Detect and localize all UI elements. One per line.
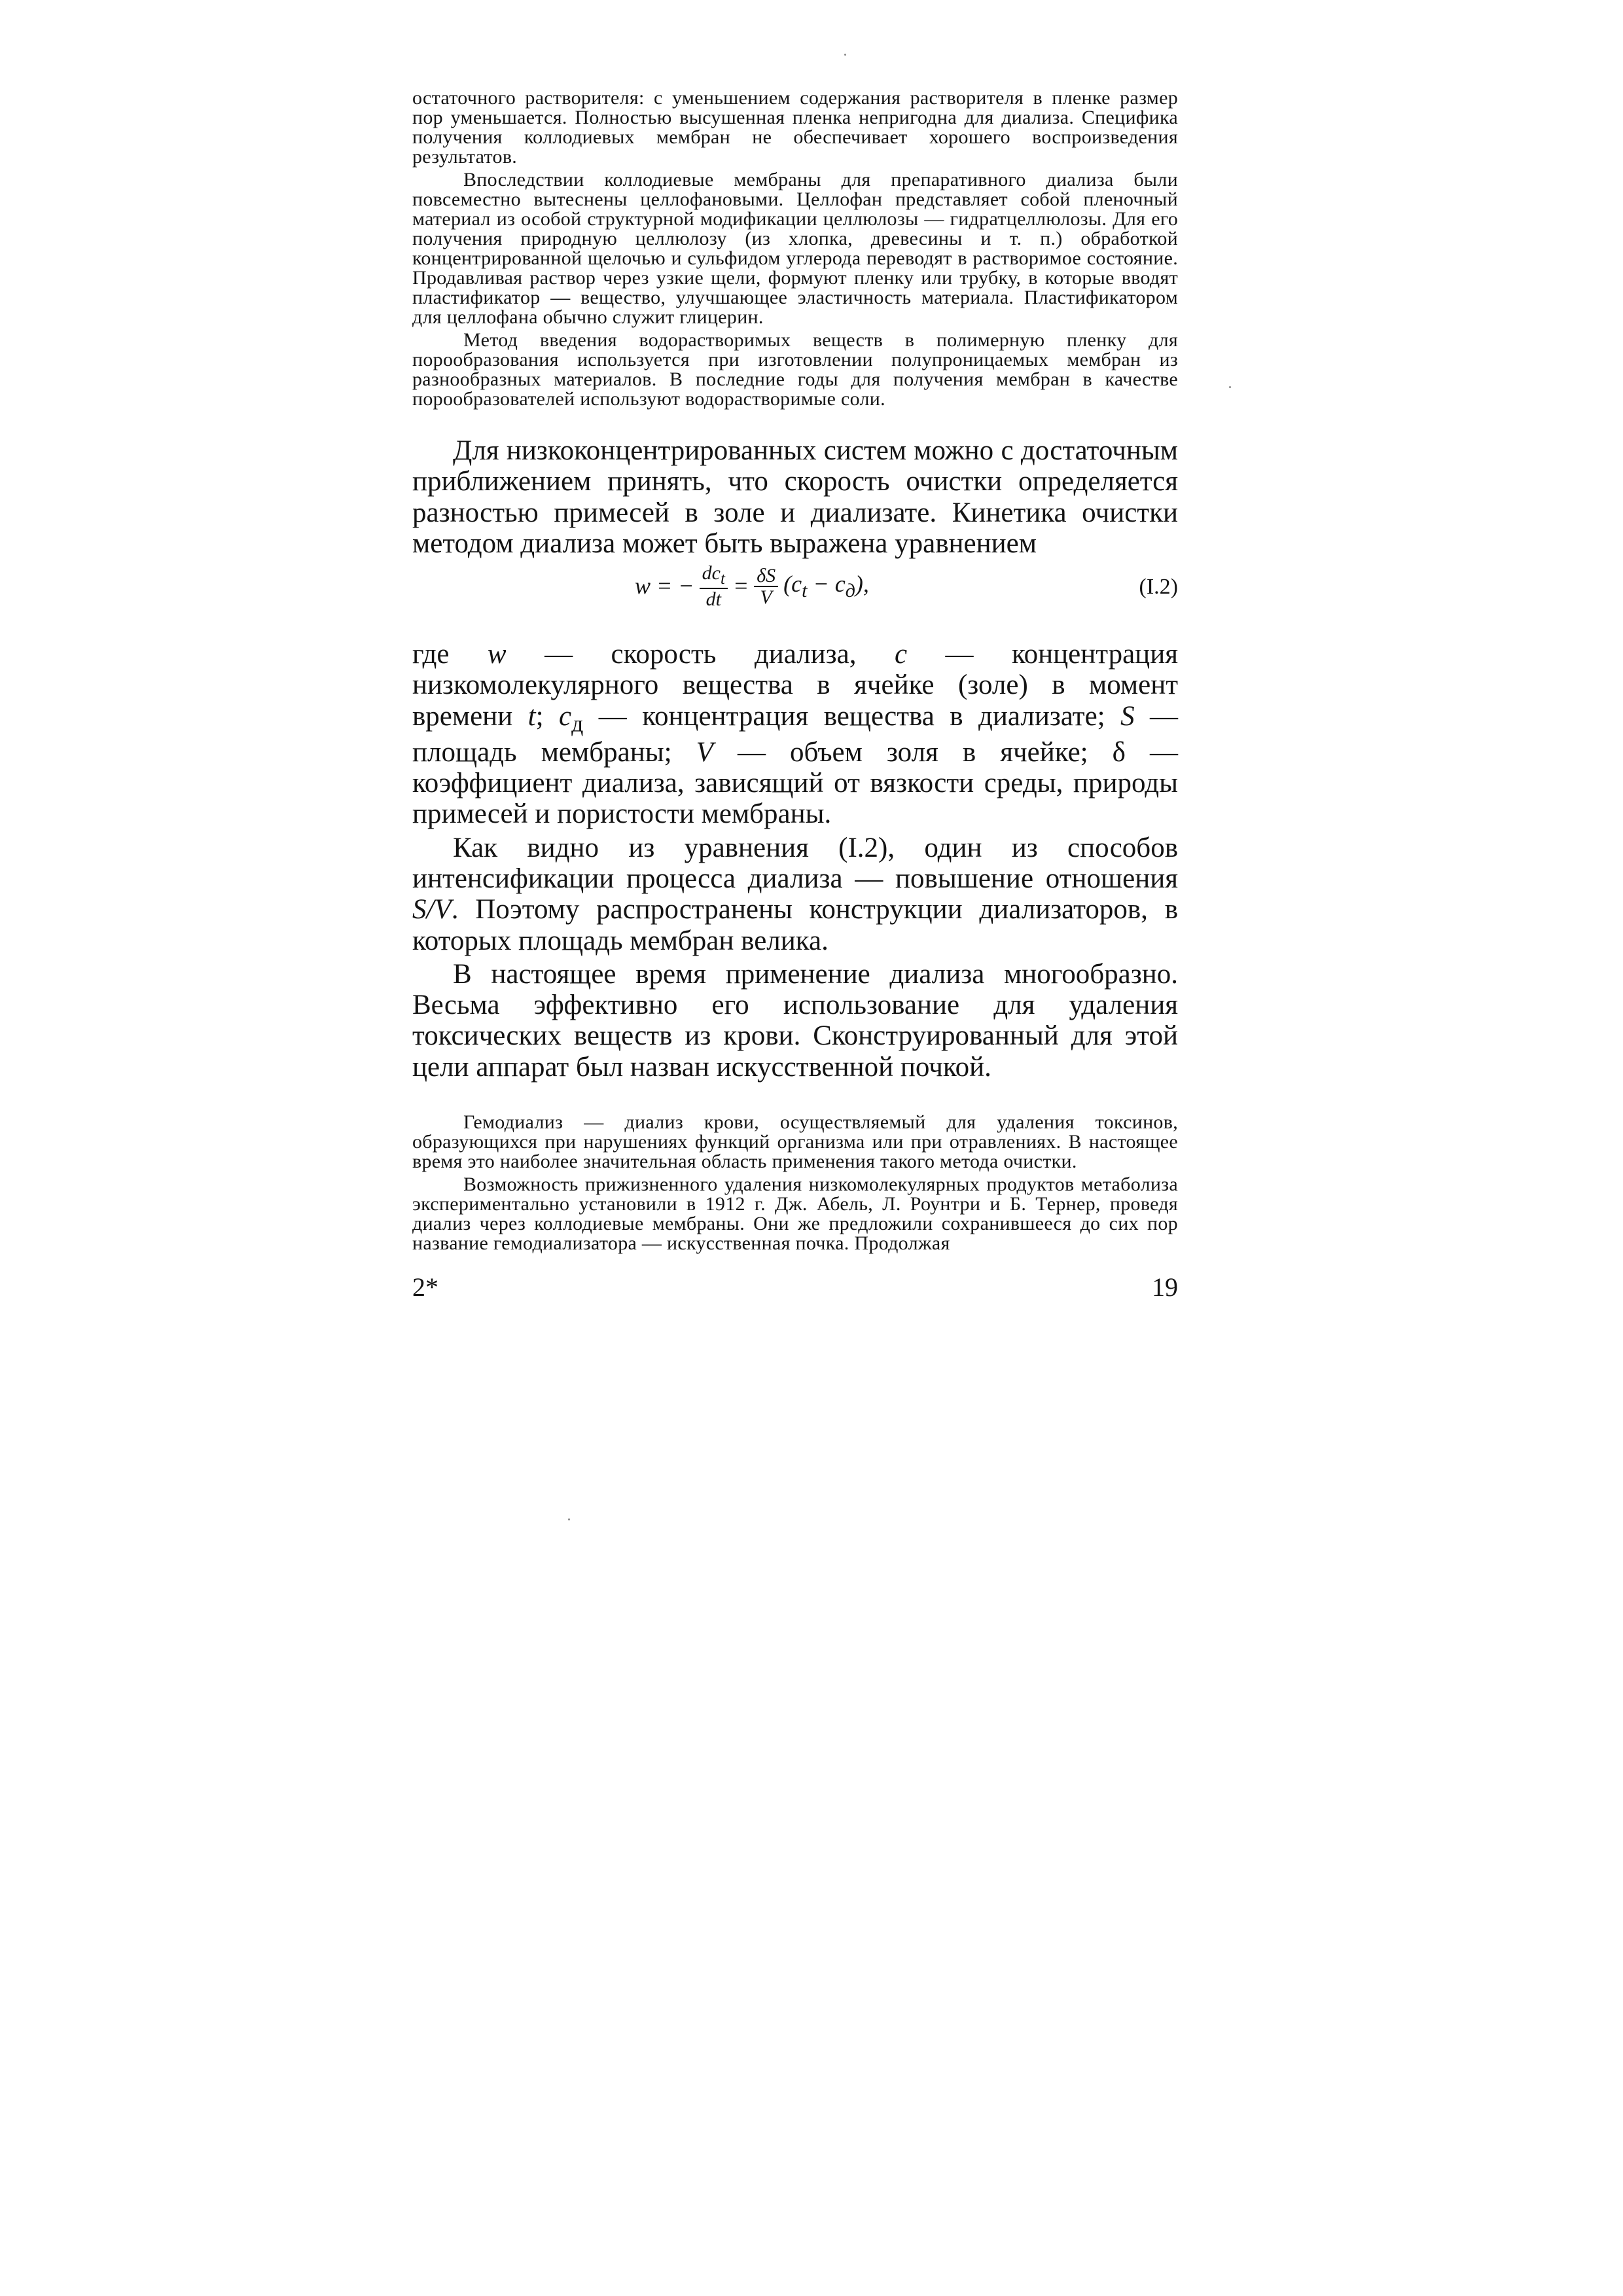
fraction-numerator	[700, 563, 728, 589]
equation-number: (I.2)	[1139, 575, 1178, 600]
equation-i2	[412, 562, 1178, 615]
rhs-close: ),	[855, 570, 869, 597]
var-s: S	[1120, 700, 1135, 732]
fraction-denominator: V	[760, 586, 772, 609]
book-page	[412, 88, 1178, 1311]
paragraph: Для низкоконцентрированных систем можно с достаточным приближением принять, что скорость очистки определяется разностью примесей в золе и диализате. Кинетика очистки методом диализа может быть выражена уравнением	[412, 435, 1178, 559]
fraction-denominator: dt	[705, 588, 721, 611]
equation-formula	[635, 563, 869, 610]
top-small-text-block	[412, 88, 1178, 409]
paragraph	[412, 639, 1178, 829]
var-subscript: д	[571, 710, 584, 737]
text-run: — скорость диализа,	[506, 639, 895, 670]
numerator-text: dc	[702, 562, 721, 584]
paragraph: Впоследствии коллодиевые мембраны для препаративного диализа были повсеместно вытеснены целлофановыми. Целлофан представляет собой пленочный материал из особой структурной модификации целлюлозы — гидратцеллюлозы. Для его получения природную целлюлозу (из хлопка, древесины и т. п.) обработкой концентрированной щелочью и сульфидом углерода переводят в растворимое состояние. Продавливая раствор через узкие щели, формуют пленку или трубку, в которые вводят пластификатор — вещество, улучшающее эластичность материала. Пластификатором для целлофана обычно служит глицерин.	[412, 169, 1178, 328]
paragraph: Возможность прижизненного удаления низкомолекулярных продуктов метаболиза экспериментально установили в 1912 г. Дж. Абель, Л. Роунтри и Б. Тернер, проведя диализ через коллодиевые мембраны. Они же предложили сохранившееся до сих пор название гемодиализатора — искусственная почка. Продолжая	[412, 1174, 1178, 1255]
text-run: — концентрация вещества в диализате;	[583, 700, 1121, 732]
rhs-subscript-d: д	[845, 580, 855, 602]
main-text-block	[412, 435, 1178, 1083]
rhs-minus: − c	[807, 570, 846, 597]
paragraph: остаточного растворителя: с уменьшением содержания растворителя в пленке размер пор уменьшается. Полностью высушенная пленка непригодна для диализа. Специфика получения коллодиевых мембран не обеспечивает хорошего воспроизведения результатов.	[412, 87, 1178, 168]
rhs-subscript-t: t	[802, 580, 808, 602]
fraction-dc-dt	[700, 563, 728, 610]
var-v: V	[696, 736, 713, 768]
text-run: — объем золя в ячейке; δ — коэффициент диализа, зависящий от вязкости среды, природы примесей и пористости мембраны.	[412, 736, 1178, 830]
scan-speck	[568, 1518, 570, 1520]
paragraph: Гемодиализ — диализ крови, осуществляемый для удаления токсинов, образующихся при нарушениях функций организма или при отравлениях. В настоящее время это наиболее значительная область применения такого метода очистки.	[412, 1111, 1178, 1173]
var-t: t	[527, 700, 536, 732]
text-run: — концентрация низкомолекулярного вещества в ячейке (золе) в момент времени	[412, 639, 1178, 732]
scan-speck	[844, 54, 846, 56]
fraction-numerator: δS	[754, 565, 778, 588]
var-c: c	[894, 639, 908, 670]
text-run: . Поэтому распространены конструкции диализаторов, в которых площадь мембран велика.	[412, 894, 1178, 956]
page-number: 19	[1152, 1272, 1178, 1302]
numerator-subscript: t	[720, 570, 725, 588]
bottom-small-text-block	[412, 1113, 1178, 1253]
var-w: w	[487, 639, 507, 670]
scan-speck	[1229, 386, 1231, 388]
text-run: — площадь мембраны;	[412, 700, 1179, 768]
text-run: ;	[535, 700, 560, 732]
var-c: c	[559, 700, 572, 732]
paragraph	[412, 833, 1178, 956]
text-run: где	[412, 639, 488, 670]
equation-lhs: w = −	[635, 573, 694, 600]
var-s-over-v: S/V	[412, 894, 452, 925]
rhs-open: (c	[783, 570, 802, 597]
paragraph: Метод введения водорастворимых веществ в полимерную пленку для порообразования используется при изготовлении полупроницаемых мембран из разнообразных материалов. В последние годы для получения мембран в качестве порообразователей используют водорастворимые соли.	[412, 329, 1178, 410]
text-run: Как видно из уравнения (I.2), один из способов интенсификации процесса диализа — повышение отношения	[412, 832, 1178, 894]
equals-sign: =	[732, 573, 749, 600]
signature-mark: 2*	[412, 1272, 438, 1302]
equation-rhs	[783, 571, 869, 601]
page-footer	[412, 1272, 1178, 1311]
paragraph: В настоящее время применение диализа многообразно. Весьма эффективно его использование для удаления токсических веществ из крови. Сконструированный для этой цели аппарат был назван искусственной почкой.	[412, 958, 1178, 1083]
fraction-ds-v	[754, 565, 778, 608]
